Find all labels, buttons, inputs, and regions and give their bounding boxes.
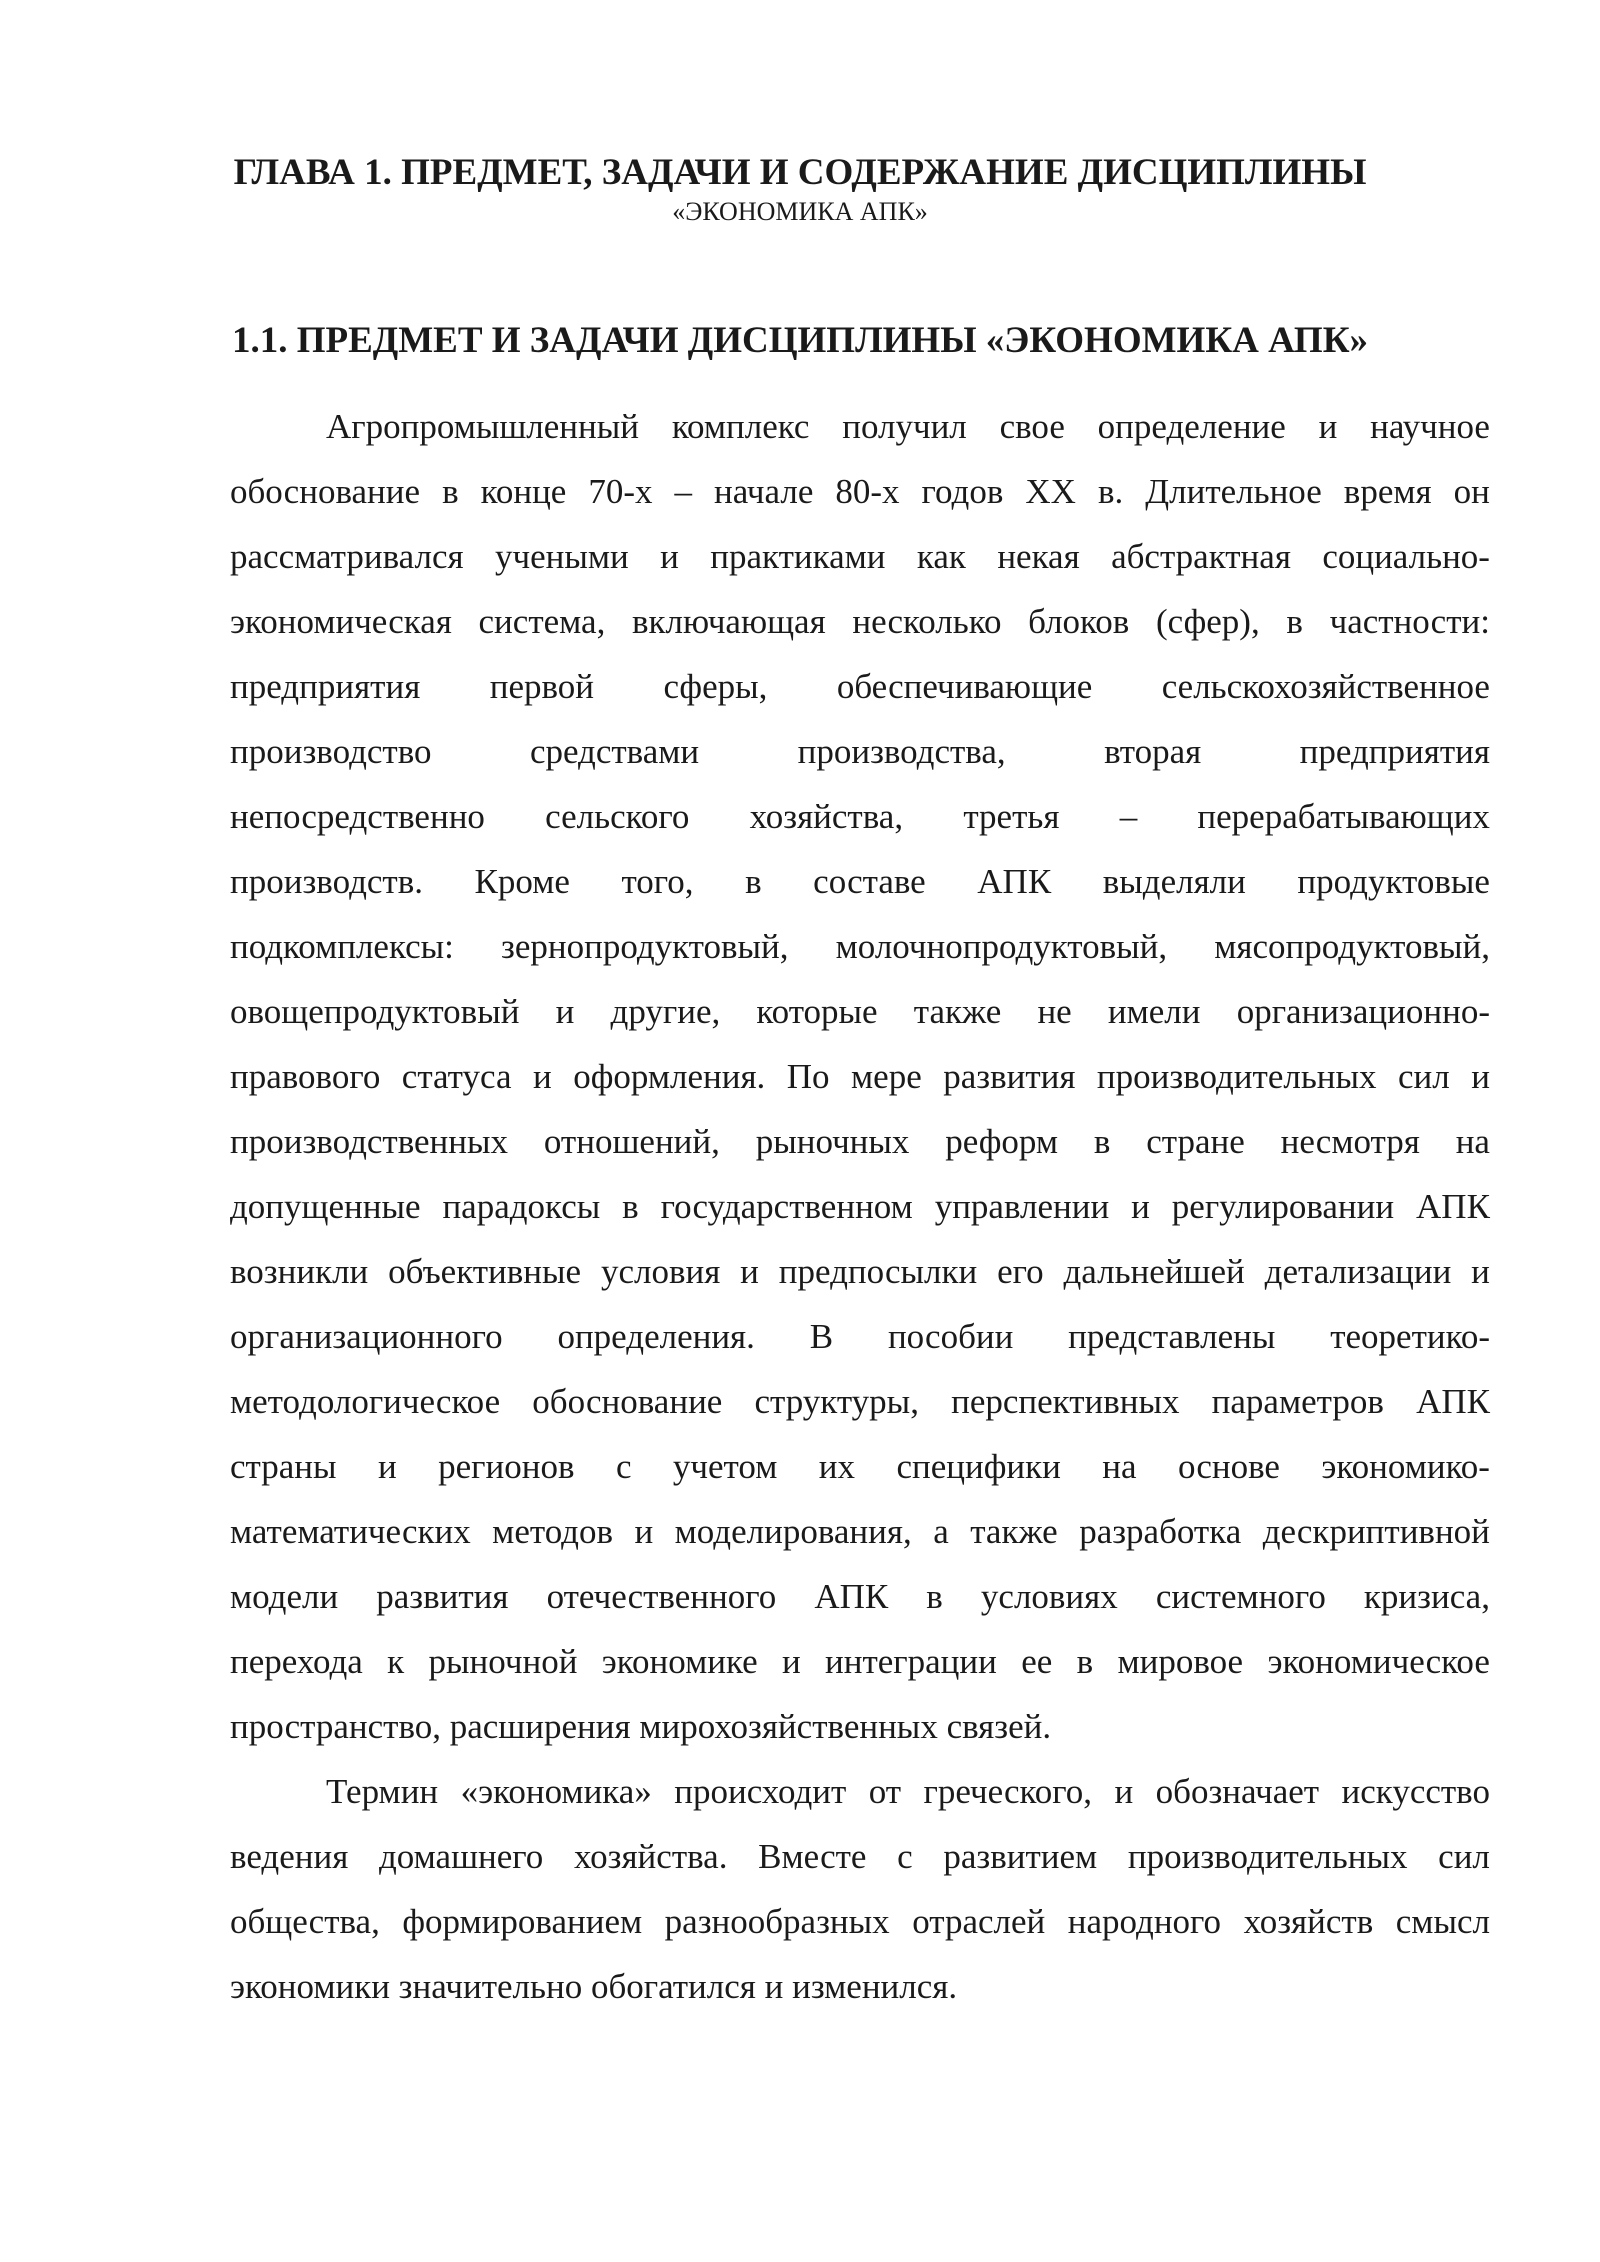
word: получил bbox=[842, 407, 967, 446]
word: хозяйств bbox=[1243, 1902, 1374, 1941]
text-line bbox=[230, 401, 1490, 466]
word: зернопродуктовый, bbox=[501, 927, 789, 966]
word: экономическое bbox=[1267, 1642, 1490, 1681]
word: предпосылки bbox=[778, 1252, 978, 1291]
word: в bbox=[1076, 1642, 1094, 1681]
word: общества, bbox=[230, 1902, 380, 1941]
word: организационного bbox=[230, 1317, 503, 1356]
word: экономике bbox=[601, 1642, 758, 1681]
word: (сфер), bbox=[1155, 602, 1260, 641]
word: управлении bbox=[934, 1187, 1110, 1226]
word: объективные bbox=[388, 1252, 582, 1291]
word: «экономика» bbox=[460, 1772, 652, 1811]
section-title: 1.1. ПРЕДМЕТ И ЗАДАЧИ ДИСЦИПЛИНЫ «ЭКОНОМИКА АПК» bbox=[231, 320, 1369, 361]
word: ведения bbox=[230, 1837, 349, 1876]
word: и bbox=[1318, 407, 1338, 446]
word: обоснование bbox=[532, 1382, 723, 1421]
word: АПК bbox=[1416, 1382, 1490, 1421]
text-line bbox=[230, 466, 1490, 531]
word: экономико- bbox=[1321, 1447, 1490, 1486]
word: обоснование bbox=[230, 472, 421, 511]
text-line bbox=[230, 1051, 1490, 1116]
word: 80-х bbox=[835, 472, 900, 511]
word: производство bbox=[230, 732, 432, 771]
word: с bbox=[897, 1837, 913, 1876]
word: рыночных bbox=[755, 1122, 910, 1161]
word: По bbox=[786, 1057, 830, 1096]
text-line bbox=[230, 1961, 1490, 2026]
word: происходит bbox=[674, 1772, 847, 1811]
word: имели bbox=[1107, 992, 1201, 1031]
word: экономическая bbox=[230, 602, 452, 641]
word: от bbox=[868, 1772, 902, 1811]
word: производства, bbox=[797, 732, 1006, 771]
word: парадоксы bbox=[442, 1187, 601, 1226]
text-line bbox=[230, 1571, 1490, 1636]
word: начале bbox=[714, 472, 814, 511]
word: их bbox=[818, 1447, 856, 1486]
word: отраслей bbox=[912, 1902, 1046, 1941]
word: смысл bbox=[1395, 1902, 1490, 1941]
word: несмотря bbox=[1280, 1122, 1420, 1161]
word: вторая bbox=[1104, 732, 1202, 771]
word: условиях bbox=[980, 1577, 1118, 1616]
word: В bbox=[809, 1317, 834, 1356]
body-text bbox=[230, 401, 1490, 2026]
word: XX bbox=[1025, 472, 1076, 511]
word: специфики bbox=[896, 1447, 1061, 1486]
word: предприятия bbox=[1299, 732, 1490, 771]
word: другие, bbox=[610, 992, 721, 1031]
word: того, bbox=[621, 862, 694, 901]
word: частности: bbox=[1329, 602, 1490, 641]
word: средствами bbox=[529, 732, 700, 771]
word: в bbox=[926, 1577, 943, 1616]
word: сил bbox=[1438, 1837, 1490, 1876]
text-line bbox=[230, 986, 1490, 1051]
word: страны bbox=[230, 1447, 337, 1486]
word: с bbox=[615, 1447, 632, 1486]
word: мировое bbox=[1117, 1642, 1244, 1681]
word: дескриптивной bbox=[1262, 1512, 1490, 1551]
word: и bbox=[781, 1642, 801, 1681]
word: непосредственно bbox=[230, 797, 485, 836]
paragraph bbox=[230, 1766, 1490, 2026]
text-line bbox=[230, 856, 1490, 921]
word: конце bbox=[480, 472, 567, 511]
word: к bbox=[387, 1642, 405, 1681]
word: государственном bbox=[660, 1187, 913, 1226]
word: хозяйства, bbox=[749, 797, 904, 836]
word: время bbox=[1343, 472, 1432, 511]
word: обеспечивающие bbox=[836, 667, 1093, 706]
word: – bbox=[1119, 797, 1138, 836]
word: отечественного bbox=[546, 1577, 777, 1616]
word: АПК bbox=[1416, 1187, 1490, 1226]
word: составе bbox=[813, 862, 926, 901]
word: первой bbox=[489, 667, 595, 706]
word: практиками bbox=[710, 537, 886, 576]
word: организационно- bbox=[1236, 992, 1490, 1031]
word: подкомплексы: bbox=[230, 927, 454, 966]
word: статуса bbox=[401, 1057, 512, 1096]
text-line bbox=[230, 1311, 1490, 1376]
text-line bbox=[230, 1701, 1490, 1766]
word: народного bbox=[1067, 1902, 1222, 1941]
word: и bbox=[1114, 1772, 1134, 1811]
word: и bbox=[532, 1057, 552, 1096]
word: в bbox=[745, 862, 762, 901]
text-line bbox=[230, 661, 1490, 726]
word: развития bbox=[376, 1577, 509, 1616]
word: правового bbox=[230, 1057, 381, 1096]
word: Длительное bbox=[1145, 472, 1322, 511]
word: кризиса, bbox=[1363, 1577, 1490, 1616]
word: мере bbox=[851, 1057, 922, 1096]
word: в. bbox=[1097, 472, 1124, 511]
word: возникли bbox=[230, 1252, 369, 1291]
word: и bbox=[1131, 1187, 1150, 1226]
word: перерабатывающих bbox=[1197, 797, 1490, 836]
word: и bbox=[634, 1512, 654, 1551]
word: теоретико- bbox=[1330, 1317, 1490, 1356]
word: комплекс bbox=[671, 407, 810, 446]
word: рассматривался bbox=[230, 537, 464, 576]
word: на bbox=[1102, 1447, 1137, 1486]
word: сил bbox=[1398, 1057, 1450, 1096]
word: также bbox=[970, 1512, 1058, 1551]
word: он bbox=[1453, 472, 1490, 511]
word: искусство bbox=[1341, 1772, 1490, 1811]
word: свое bbox=[999, 407, 1065, 446]
text-line bbox=[230, 1376, 1490, 1441]
text-line bbox=[230, 1766, 1490, 1831]
word: – bbox=[674, 472, 693, 511]
word: на bbox=[1455, 1122, 1490, 1161]
word: условия bbox=[600, 1252, 721, 1291]
word: учеными bbox=[495, 537, 629, 576]
word: основе bbox=[1177, 1447, 1280, 1486]
word: разработка bbox=[1079, 1512, 1242, 1551]
word: отношений, bbox=[543, 1122, 720, 1161]
word: перспективных bbox=[951, 1382, 1180, 1421]
word: его bbox=[997, 1252, 1044, 1291]
word: блоков bbox=[1028, 602, 1130, 641]
word: молочнопродуктовый, bbox=[835, 927, 1168, 966]
word: параметров bbox=[1211, 1382, 1384, 1421]
word: стране bbox=[1146, 1122, 1245, 1161]
word: структуры, bbox=[754, 1382, 919, 1421]
text-line bbox=[230, 1506, 1490, 1571]
text-line bbox=[230, 1636, 1490, 1701]
word: разнообразных bbox=[664, 1902, 890, 1941]
word: продуктовые bbox=[1297, 862, 1490, 901]
paragraph bbox=[230, 401, 1490, 1766]
word: производств. bbox=[230, 862, 423, 901]
word: формированием bbox=[402, 1902, 643, 1941]
word: 70-х bbox=[588, 472, 653, 511]
text-line bbox=[230, 1116, 1490, 1181]
word: методологическое bbox=[230, 1382, 501, 1421]
word: сферы, bbox=[663, 667, 768, 706]
word: модели bbox=[230, 1577, 339, 1616]
word: научное bbox=[1370, 407, 1490, 446]
word: производительных bbox=[1096, 1057, 1377, 1096]
text-line bbox=[230, 1246, 1490, 1311]
word: учетом bbox=[672, 1447, 778, 1486]
text-line bbox=[230, 596, 1490, 661]
text-line bbox=[230, 1441, 1490, 1506]
word: предприятия bbox=[230, 667, 421, 706]
word: методов bbox=[492, 1512, 614, 1551]
word: несколько bbox=[852, 602, 1002, 641]
word: оформления. bbox=[573, 1057, 766, 1096]
word: экономики значительно обогатился и изменился. bbox=[230, 1967, 958, 2006]
word: а bbox=[933, 1512, 949, 1551]
word: в bbox=[1093, 1122, 1111, 1161]
word: сельскохозяйственное bbox=[1161, 667, 1490, 706]
word: определение bbox=[1097, 407, 1286, 446]
word: рыночной bbox=[428, 1642, 578, 1681]
word: и bbox=[555, 992, 575, 1031]
word: детализации bbox=[1264, 1252, 1452, 1291]
text-line bbox=[230, 791, 1490, 856]
word: социально- bbox=[1322, 537, 1490, 576]
word: дальнейшей bbox=[1063, 1252, 1245, 1291]
word: греческого, bbox=[923, 1772, 1093, 1811]
word: обозначает bbox=[1155, 1772, 1320, 1811]
word: развитием bbox=[943, 1837, 1098, 1876]
word: Кроме bbox=[474, 862, 570, 901]
word: хозяйства. bbox=[573, 1837, 728, 1876]
word: и bbox=[1471, 1057, 1490, 1096]
word: математических bbox=[230, 1512, 471, 1551]
word: производственных bbox=[230, 1122, 509, 1161]
word: перехода bbox=[230, 1642, 363, 1681]
word: представлены bbox=[1068, 1317, 1276, 1356]
word: регулировании bbox=[1171, 1187, 1395, 1226]
word: мясопродуктовый, bbox=[1214, 927, 1490, 966]
word: и bbox=[1471, 1252, 1490, 1291]
word: моделирования, bbox=[674, 1512, 912, 1551]
word: не bbox=[1037, 992, 1072, 1031]
word: включающая bbox=[632, 602, 826, 641]
word: выделяли bbox=[1102, 862, 1246, 901]
word: АПК bbox=[814, 1577, 889, 1616]
word: в bbox=[622, 1187, 639, 1226]
word: некая bbox=[997, 537, 1080, 576]
word: производительных bbox=[1127, 1837, 1408, 1876]
word: сельского bbox=[545, 797, 690, 836]
word: которые bbox=[756, 992, 878, 1031]
word: годов bbox=[921, 472, 1004, 511]
text-line bbox=[230, 921, 1490, 986]
word: также bbox=[913, 992, 1002, 1031]
word: домашнего bbox=[378, 1837, 544, 1876]
text-line bbox=[230, 726, 1490, 791]
text-line bbox=[230, 1896, 1490, 1961]
word: система, bbox=[478, 602, 606, 641]
word: ее bbox=[1021, 1642, 1053, 1681]
text-line bbox=[230, 1831, 1490, 1896]
word: регионов bbox=[438, 1447, 575, 1486]
word: Вместе bbox=[758, 1837, 867, 1876]
word: овощепродуктовый bbox=[230, 992, 520, 1031]
word: и bbox=[377, 1447, 397, 1486]
chapter-title: ГЛАВА 1. ПРЕДМЕТ, ЗАДАЧИ И СОДЕРЖАНИЕ ДИСЦИПЛИНЫ bbox=[233, 152, 1367, 193]
word: Агропромышленный bbox=[326, 407, 640, 446]
word: и bbox=[660, 537, 679, 576]
word: определения. bbox=[557, 1317, 755, 1356]
word: развития bbox=[943, 1057, 1076, 1096]
word: пособии bbox=[887, 1317, 1014, 1356]
word: системного bbox=[1155, 1577, 1326, 1616]
text-line bbox=[230, 531, 1490, 596]
chapter-subtitle: «ЭКОНОМИКА АПК» bbox=[672, 197, 928, 226]
word: в bbox=[1286, 602, 1303, 641]
word: абстрактная bbox=[1111, 537, 1291, 576]
text-line bbox=[230, 1181, 1490, 1246]
word: Термин bbox=[326, 1772, 439, 1811]
word: пространство, расширения мирохозяйственных связей. bbox=[230, 1707, 1052, 1746]
word: как bbox=[916, 537, 966, 576]
word: допущенные bbox=[230, 1187, 421, 1226]
word: третья bbox=[963, 797, 1060, 836]
word: АПК bbox=[977, 862, 1052, 901]
word: интеграции bbox=[825, 1642, 997, 1681]
word: и bbox=[740, 1252, 759, 1291]
word: в bbox=[442, 472, 459, 511]
word: реформ bbox=[945, 1122, 1059, 1161]
